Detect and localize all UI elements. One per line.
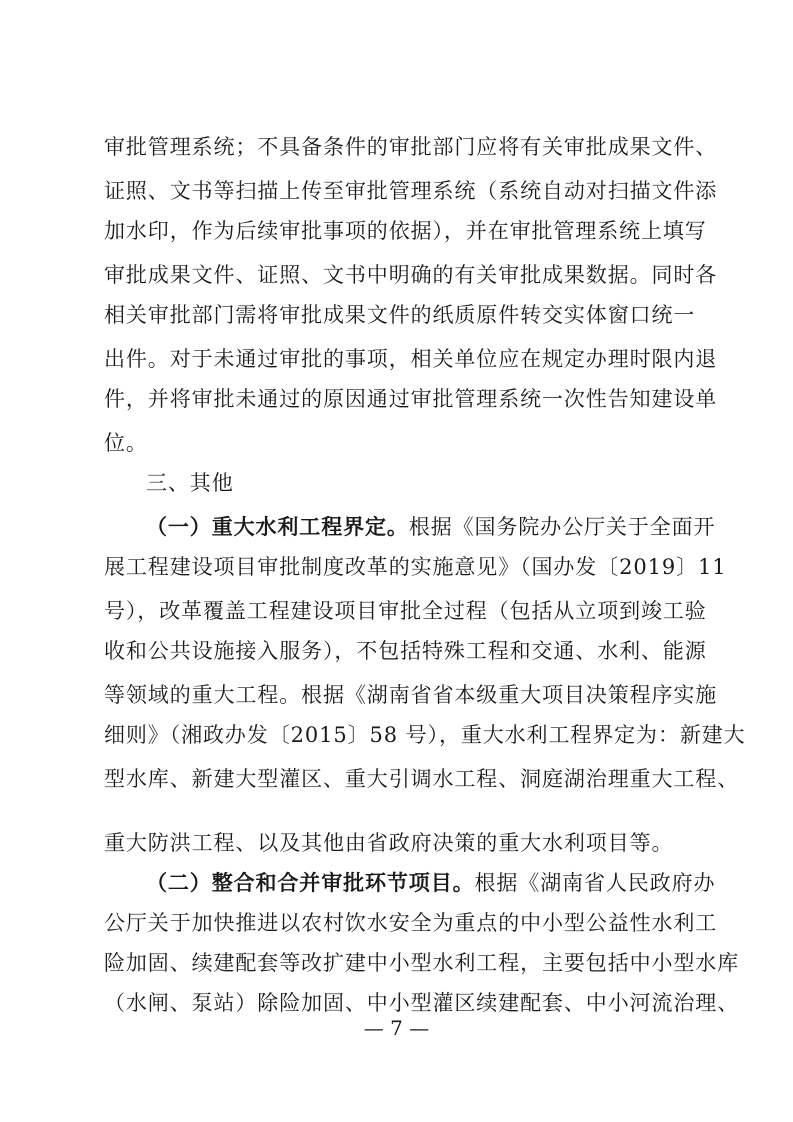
text-line: 号），改革覆盖工程建设项目审批全过程（包括从立项到竣工验 <box>104 599 707 623</box>
text-line: 收和公共设施接入服务），不包括特殊工程和交通、水利、能源 <box>104 639 707 663</box>
page-number: — 7 — <box>363 1016 430 1040</box>
text-line: 出件。对于未通过审批的事项，相关单位应在规定办理时限内退 <box>104 347 718 371</box>
text-line: 细则》（湘政办发〔2015〕58 号），重大水利工程界定为：新建大 <box>104 723 746 747</box>
text-run: 根据《国务院办公厅关于全面开 <box>408 515 716 539</box>
text-line: 相关审批部门需将审批成果文件的纸质原件转交实体窗口统一 <box>104 303 696 327</box>
text-line: 加水印，作为后续审批事项的依据），并在审批管理系统上填写 <box>104 219 707 243</box>
text-line: 审批管理系统；不具备条件的审批部门应将有关审批成果文件、 <box>104 135 718 159</box>
text-line: 件，并将审批未通过的原因通过审批管理系统一次性告知建设单 <box>104 387 718 411</box>
text-line: 审批成果文件、证照、文书中明确的有关审批成果数据。同时各 <box>104 263 718 287</box>
item-heading: （一）重大水利工程界定。 <box>146 514 409 539</box>
text-line: 险加固、续建配套等改扩建中小型水利工程，主要包括中小型水库 <box>104 951 740 975</box>
text-line: 型水库、新建大型灌区、重大引调水工程、洞庭湖治理重大工程、 <box>104 767 740 791</box>
paragraph-first-line <box>146 868 716 898</box>
text-line: （水闸、泵站）除险加固、中小型灌区续建配套、中小河流治理、 <box>104 991 740 1015</box>
text-run: 根据《湖南省人民政府办 <box>474 871 716 895</box>
text-line: 展工程建设项目审批制度改革的实施意见》（国办发〔2019〕11 <box>104 555 727 579</box>
paragraph-first-line <box>146 512 716 542</box>
text-line: 重大防洪工程、以及其他由省政府决策的重大水利项目等。 <box>104 831 674 855</box>
section-heading: 三、其他 <box>146 471 234 495</box>
text-line: 等领域的重大工程。根据《湖南省省本级重大项目决策程序实施 <box>104 683 718 707</box>
text-line: 公厅关于加快推进以农村饮水安全为重点的中小型公益性水利工 <box>104 911 718 935</box>
item-heading: （二）整合和合并审批环节项目。 <box>146 870 475 895</box>
text-line: 位。 <box>104 431 148 455</box>
text-line: 证照、文书等扫描上传至审批管理系统（系统自动对扫描文件添 <box>104 179 718 203</box>
